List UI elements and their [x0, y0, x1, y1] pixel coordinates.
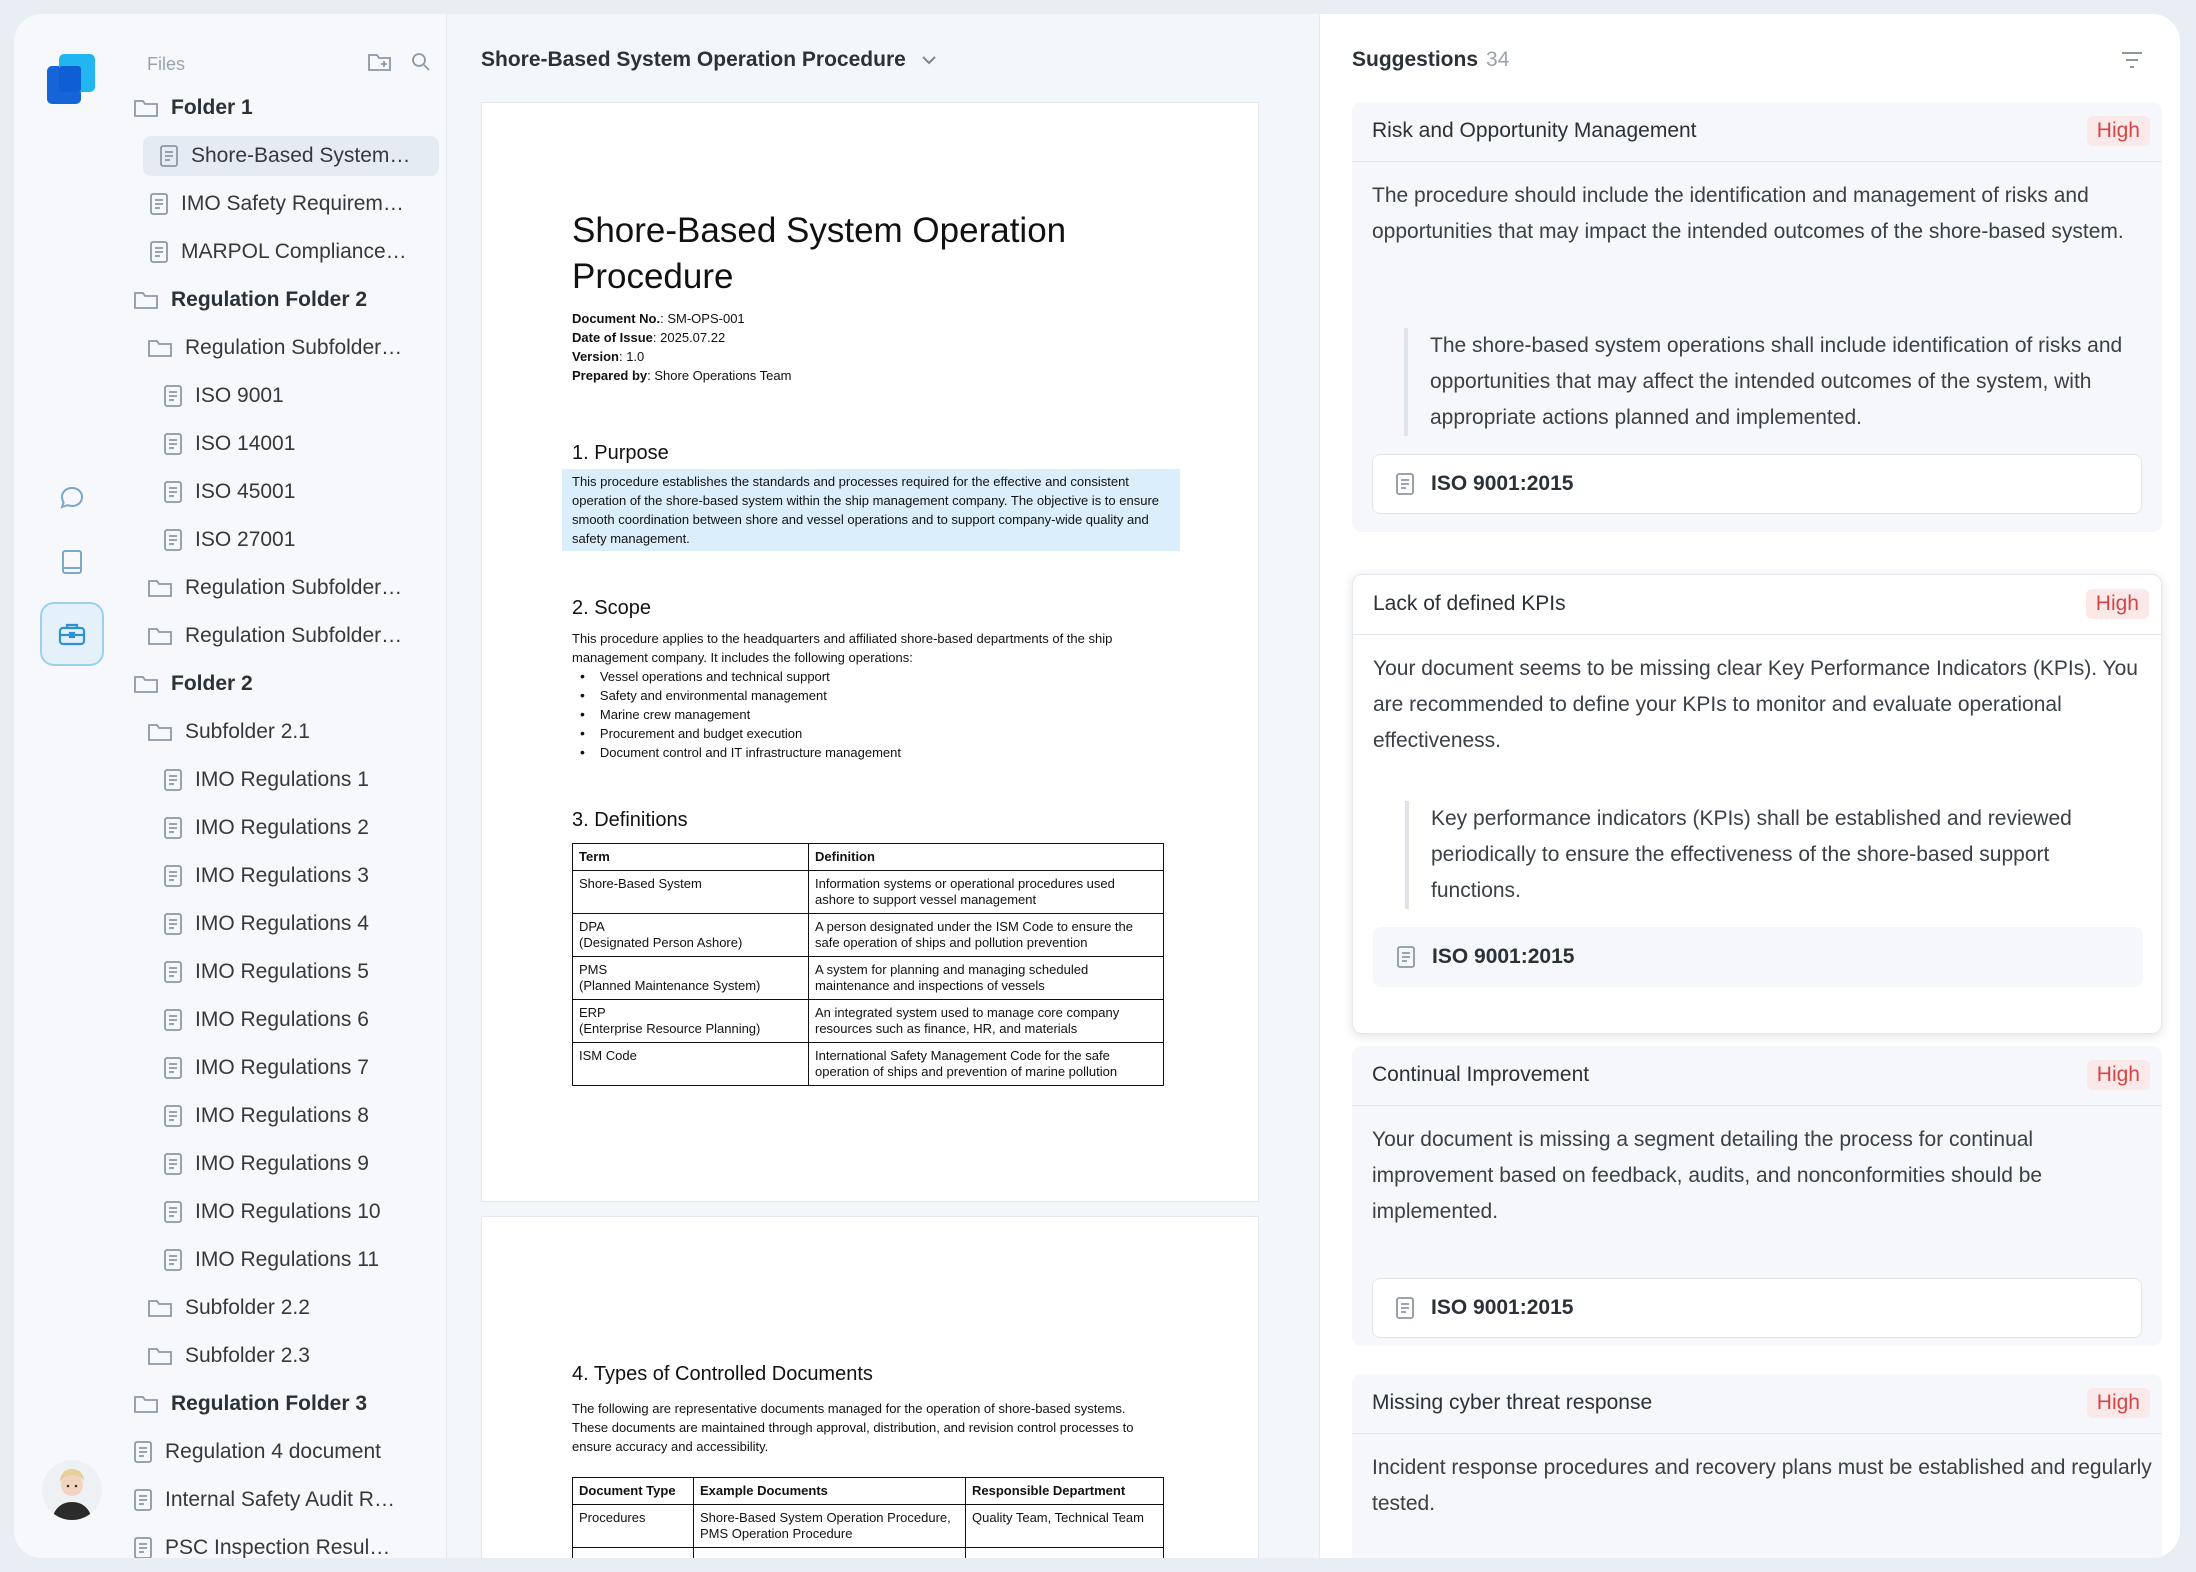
- table-header-cell: Definition: [809, 844, 1164, 871]
- purpose-text[interactable]: This procedure establishes the standards and processes required for the effective and consistent operation of the shore-based system within the ship management company. The objective is to ensure smooth coordination between shore and vessel operations and to support company-wide quality and safety management.: [562, 469, 1180, 551]
- table-cell: Quality Team, Technical Team: [966, 1505, 1164, 1548]
- tree-file-item[interactable]: [117, 760, 437, 800]
- suggestions-title: Suggestions: [1352, 48, 1479, 71]
- file-icon: [163, 432, 183, 456]
- tree-file-item[interactable]: [117, 808, 437, 848]
- tree-file-item[interactable]: [143, 136, 439, 176]
- tree-file-item[interactable]: [117, 424, 437, 464]
- meta-value: : 1.0: [618, 349, 645, 364]
- app-window: [14, 14, 2180, 1558]
- card-header: [1352, 1374, 2162, 1434]
- severity-badge: High: [2087, 1060, 2150, 1090]
- document-icon: [1395, 1296, 1415, 1320]
- table-cell: ISM Code: [573, 1043, 809, 1086]
- files-label: Files: [147, 54, 186, 74]
- scope-list: [599, 667, 901, 762]
- tree-item-label: Internal Safety Audit R…: [165, 1488, 395, 1511]
- tree-item-label: IMO Regulations 9: [195, 1152, 369, 1175]
- tree-item-label: Folder 2: [171, 672, 253, 695]
- tree-item-label: ISO 45001: [195, 480, 296, 503]
- card-header: [1353, 575, 2161, 635]
- controlled-heading: 4. Types of Controlled Documents: [572, 1363, 873, 1385]
- file-icon: [163, 384, 183, 408]
- file-tree-panel: [117, 14, 447, 1558]
- list-item: • Safety and environmental management: [602, 686, 901, 705]
- document-icon: [1396, 945, 1416, 969]
- meta-value: : 2025.07.22: [652, 330, 726, 345]
- reference-label: ISO 9001:2015: [1432, 945, 1575, 968]
- file-icon: [163, 528, 183, 552]
- user-avatar[interactable]: [42, 1460, 102, 1520]
- meta-key: Prepared by: [572, 368, 648, 383]
- controlled-docs-table: [572, 1477, 1164, 1558]
- library-button[interactable]: [40, 530, 104, 594]
- definitions-table: [572, 843, 1164, 1086]
- severity-badge: High: [2086, 589, 2149, 619]
- tree-item-label: PSC Inspection Resul…: [165, 1536, 391, 1558]
- tree-folder-item[interactable]: [117, 1336, 437, 1376]
- tree-item-label: Regulation Folder 2: [171, 288, 368, 311]
- tree-file-item[interactable]: [117, 1144, 437, 1184]
- file-icon: [163, 912, 183, 936]
- card-header: [1352, 102, 2162, 162]
- table-row: [573, 1043, 1164, 1086]
- chat-button[interactable]: [40, 466, 104, 530]
- workspace-button[interactable]: [40, 602, 104, 666]
- table-header-row: [573, 1478, 1164, 1505]
- suggestion-card[interactable]: [1352, 102, 2162, 532]
- tree-item-label: Regulation Folder 3: [171, 1392, 368, 1415]
- search-icon[interactable]: [409, 50, 433, 79]
- tree-folder-item[interactable]: [117, 1384, 437, 1424]
- document-selector[interactable]: [481, 48, 938, 72]
- folder-icon: [147, 1297, 173, 1319]
- tree-item-label: IMO Regulations 1: [195, 768, 369, 791]
- tree-item-label: Regulation 4 document: [165, 1440, 381, 1463]
- tree-file-item[interactable]: [117, 232, 437, 272]
- nav-rail: [14, 14, 117, 1558]
- file-icon: [163, 1104, 183, 1128]
- tree-item-label: Regulation Subfolder…: [185, 624, 403, 647]
- tree-file-item[interactable]: [117, 1480, 437, 1520]
- book-icon: [59, 548, 85, 576]
- table-cell: [966, 1548, 1164, 1559]
- tree-file-item[interactable]: [117, 1192, 437, 1232]
- tree-item-label: ISO 9001: [195, 384, 284, 407]
- tree-file-item[interactable]: [117, 904, 437, 944]
- card-quote: Key performance indicators (KPIs) shall be established and reviewed periodically to ensure the effectiveness of the shore-based support functions.: [1405, 801, 2145, 909]
- tree-item-label: IMO Regulations 8: [195, 1104, 369, 1127]
- tree-item-label: Subfolder 2.2: [185, 1296, 310, 1319]
- new-folder-icon[interactable]: [367, 50, 393, 79]
- tree-item-label: IMO Regulations 2: [195, 816, 369, 839]
- tree-item-label: IMO Regulations 6: [195, 1008, 369, 1031]
- tree-item-label: MARPOL Compliance…: [181, 240, 407, 263]
- table-cell: PMS (Planned Maintenance System): [573, 957, 809, 1000]
- reference-chip[interactable]: [1372, 1278, 2142, 1338]
- folder-icon: [133, 1393, 159, 1415]
- table-header-cell: Responsible Department: [966, 1478, 1164, 1505]
- tree-file-item[interactable]: [117, 472, 437, 512]
- tree-folder-item[interactable]: [117, 280, 437, 320]
- folder-icon: [147, 625, 173, 647]
- card-body: Your document is missing a segment detailing the process for continual improvement based on feedback, audits, and nonconformities should be implemented.: [1372, 1128, 2043, 1223]
- document-page-2: [481, 1216, 1259, 1558]
- suggestion-card[interactable]: [1352, 574, 2162, 1034]
- card-title: Missing cyber threat response: [1372, 1391, 1653, 1414]
- tree-item-label: ISO 14001: [195, 432, 296, 455]
- document-title: Shore-Based System Operation Procedure: [572, 211, 1067, 296]
- tree-folder-item[interactable]: [117, 328, 437, 368]
- document-selector-title: Shore-Based System Operation Procedure: [481, 48, 906, 71]
- file-icon: [163, 480, 183, 504]
- scope-heading: 2. Scope: [572, 597, 651, 619]
- table-row: [573, 1548, 1164, 1559]
- file-tree-header: [147, 48, 437, 80]
- table-row: [573, 871, 1164, 914]
- card-quote: The shore-based system operations shall include identification of risks and opportunities that may affect the intended outcomes of the system, with appropriate actions planned and implemented.: [1404, 328, 2144, 436]
- tree-item-label: IMO Safety Requirem…: [181, 192, 404, 215]
- tree-item-label: Regulation Subfolder…: [185, 576, 403, 599]
- tree-item-label: Regulation Subfolder…: [185, 336, 403, 359]
- file-icon: [163, 1056, 183, 1080]
- table-cell: A person designated under the ISM Code to ensure the safe operation of ships and pollution prevention: [809, 914, 1164, 957]
- chevron-down-icon: [920, 54, 938, 66]
- table-cell: An integrated system used to manage core company resources such as finance, HR, and materials: [809, 1000, 1164, 1043]
- document-meta: [572, 309, 791, 385]
- briefcase-icon: [57, 620, 87, 648]
- tree-item-label: Subfolder 2.1: [185, 720, 310, 743]
- table-row: [573, 1000, 1164, 1043]
- file-icon: [163, 1152, 183, 1176]
- meta-key: Date of Issue: [572, 330, 653, 345]
- table-cell: International Safety Management Code for the safe operation of ships and prevention of marine pollution: [809, 1043, 1164, 1086]
- table-cell: [694, 1548, 966, 1559]
- file-icon: [159, 144, 179, 168]
- tree-item-label: IMO Regulations 4: [195, 912, 369, 935]
- document-icon: [1395, 472, 1415, 496]
- tree-file-item[interactable]: [117, 952, 437, 992]
- file-icon: [133, 1440, 153, 1464]
- meta-value: : Shore Operations Team: [647, 368, 792, 383]
- file-icon: [149, 192, 169, 216]
- suggestions-panel: [1319, 14, 2180, 1558]
- tree-file-item[interactable]: [117, 1096, 437, 1136]
- card-body: Incident response procedures and recovery plans must be established and regularly tested.: [1372, 1456, 2152, 1515]
- table-row: [573, 957, 1164, 1000]
- scope-text: This procedure applies to the headquarters and affiliated shore-based departments of the ship management company. It includes the following operations:: [572, 631, 1113, 665]
- table-cell: Information systems or operational procedures used ashore to support vessel management: [809, 871, 1164, 914]
- table-cell: Procedures: [573, 1505, 694, 1548]
- app-logo-icon[interactable]: [47, 54, 97, 106]
- card-body: The procedure should include the identification and management of risks and opportunities that may impact the intended outcomes of the shore-based system.: [1372, 184, 2124, 243]
- card-title: Lack of defined KPIs: [1373, 592, 1566, 615]
- file-icon: [163, 864, 183, 888]
- card-body: Your document seems to be missing clear Key Performance Indicators (KPIs). You are recommended to define your KPIs to monitor and evaluate operational effectiveness.: [1373, 657, 2138, 752]
- meta-key: Document No.: [572, 311, 661, 326]
- meta-key: Version: [572, 349, 619, 364]
- table-header-cell: Example Documents: [694, 1478, 966, 1505]
- tree-file-item[interactable]: [117, 856, 437, 896]
- tree-folder-item[interactable]: [117, 1288, 437, 1328]
- tree-folder-item[interactable]: [117, 568, 437, 608]
- file-icon: [163, 1248, 183, 1272]
- tree-file-item[interactable]: [117, 1432, 437, 1472]
- tree-file-item[interactable]: [117, 1240, 437, 1280]
- filter-icon[interactable]: [2120, 50, 2144, 75]
- tree-item-label: IMO Regulations 7: [195, 1056, 369, 1079]
- definitions-heading: 3. Definitions: [572, 809, 688, 831]
- suggestions-header: [1352, 48, 1509, 72]
- tree-file-item[interactable]: [117, 1000, 437, 1040]
- suggestion-card[interactable]: [1352, 1046, 2162, 1346]
- card-title: Continual Improvement: [1372, 1063, 1590, 1086]
- file-icon: [163, 768, 183, 792]
- document-page-1: [481, 102, 1259, 1202]
- list-item: • Marine crew management: [602, 705, 901, 724]
- reference-label: ISO 9001:2015: [1431, 1296, 1574, 1319]
- tree-file-item[interactable]: [117, 1528, 437, 1558]
- reference-chip[interactable]: [1373, 927, 2143, 987]
- meta-value: : SM-OPS-001: [660, 311, 745, 326]
- folder-icon: [147, 337, 173, 359]
- reference-chip[interactable]: [1372, 454, 2142, 514]
- list-item: • Procurement and budget execution: [602, 724, 901, 743]
- tree-item-label: ISO 27001: [195, 528, 296, 551]
- tree-item-label: IMO Regulations 11: [195, 1248, 380, 1271]
- tree-folder-item[interactable]: [117, 664, 437, 704]
- folder-icon: [133, 289, 159, 311]
- table-header-row: [573, 844, 1164, 871]
- folder-icon: [147, 721, 173, 743]
- file-icon: [163, 960, 183, 984]
- file-icon: [149, 240, 169, 264]
- folder-icon: [133, 673, 159, 695]
- table-cell: Shore-Based System: [573, 871, 809, 914]
- tree-folder-item[interactable]: [117, 712, 437, 752]
- table-row: [573, 914, 1164, 957]
- reference-label: ISO 9001:2015: [1431, 472, 1574, 495]
- card-header: [1352, 1046, 2162, 1106]
- tree-item-label: IMO Regulations 10: [195, 1200, 381, 1223]
- tree-file-item[interactable]: [117, 520, 437, 560]
- file-icon: [163, 1008, 183, 1032]
- tree-file-item[interactable]: [117, 184, 437, 224]
- file-icon: [163, 816, 183, 840]
- tree-item-label: IMO Regulations 3: [195, 864, 369, 887]
- table-cell: Shore-Based System Operation Procedure, PMS Operation Procedure: [694, 1505, 966, 1548]
- folder-icon: [147, 577, 173, 599]
- list-item: • Vessel operations and technical support: [602, 667, 901, 686]
- purpose-heading: 1. Purpose: [572, 442, 669, 464]
- controlled-text: The following are representative documents managed for the operation of shore-based systems. These documents are maintained through approval, distribution, and revision control processes to ensure accuracy and accessibility.: [572, 1401, 1134, 1454]
- tree-folder-item[interactable]: [117, 88, 437, 128]
- tree-item-label: Shore-Based System…: [191, 144, 411, 167]
- table-cell: [573, 1548, 694, 1559]
- table-header-cell: Document Type: [573, 1478, 694, 1505]
- folder-icon: [147, 1345, 173, 1367]
- table-cell: A system for planning and managing scheduled maintenance and inspections of vessels: [809, 957, 1164, 1000]
- table-cell: DPA (Designated Person Ashore): [573, 914, 809, 957]
- card-title: Risk and Opportunity Management: [1372, 119, 1697, 142]
- table-cell: ERP (Enterprise Resource Planning): [573, 1000, 809, 1043]
- severity-badge: High: [2087, 116, 2150, 146]
- list-item: • Document control and IT infrastructure management: [602, 743, 901, 762]
- tree-file-item[interactable]: [117, 1048, 437, 1088]
- suggestion-card[interactable]: [1352, 1374, 2162, 1558]
- file-icon: [133, 1488, 153, 1512]
- tree-item-label: IMO Regulations 5: [195, 960, 369, 983]
- folder-icon: [133, 97, 159, 119]
- severity-badge: High: [2087, 1388, 2150, 1418]
- tree-item-label: Subfolder 2.3: [185, 1344, 310, 1367]
- file-icon: [133, 1536, 153, 1558]
- tree-file-item[interactable]: [117, 376, 437, 416]
- chat-icon: [58, 484, 86, 512]
- suggestions-count: 34: [1486, 48, 1510, 71]
- file-icon: [163, 1200, 183, 1224]
- table-row: [573, 1505, 1164, 1548]
- tree-folder-item[interactable]: [117, 616, 437, 656]
- table-header-cell: Term: [573, 844, 809, 871]
- document-viewer: [447, 14, 1319, 1558]
- tree-item-label: Folder 1: [171, 96, 253, 119]
